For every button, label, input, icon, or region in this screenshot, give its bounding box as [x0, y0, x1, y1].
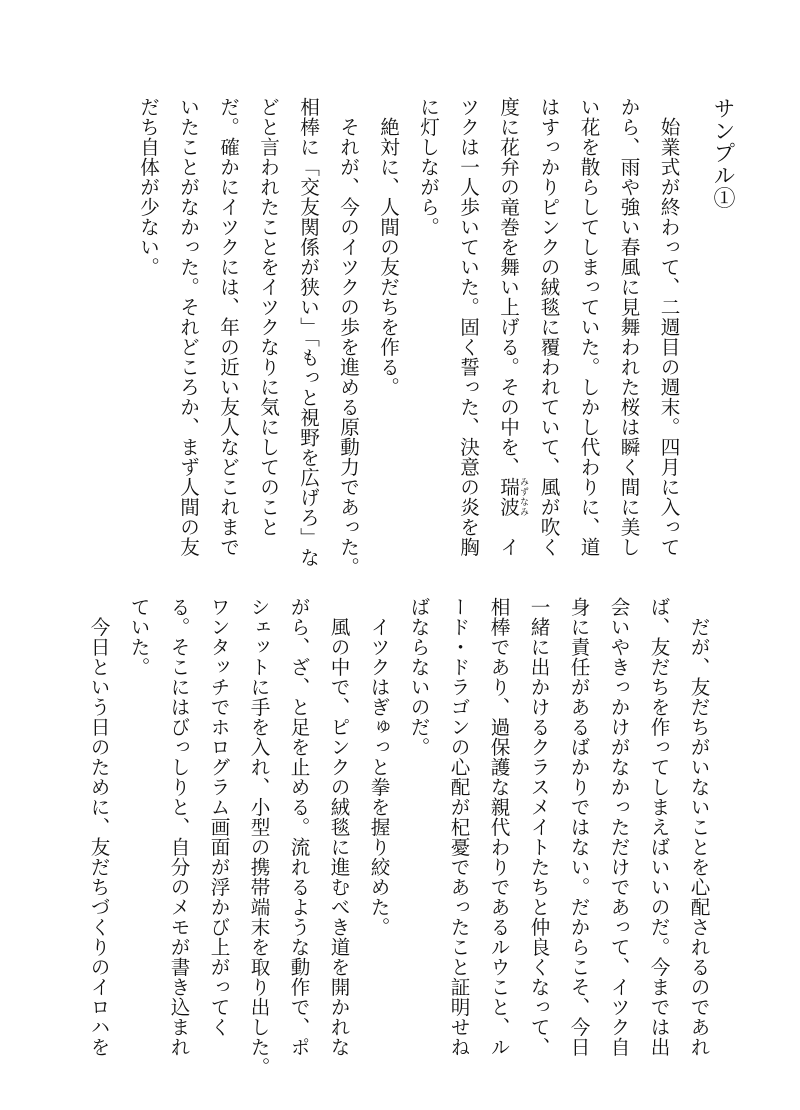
text-line: 絶対に、人間の友だちを作る。	[376, 97, 400, 397]
text-line: 相棒に「交友関係が狭い」「もっと視野を広げろ」な	[296, 97, 320, 568]
text-line: 相棒であり、過保護な親代わりであるルウこと、ル	[487, 597, 510, 1057]
text-line: だち自体が少ない。	[136, 97, 160, 277]
text-line: ば、友だちを作ってしまえばいいのだ。今までは出	[647, 597, 670, 1057]
text-line: どと言われたことをイツクなりに気にしてのこと	[256, 97, 280, 537]
text-line: い花を散らしてしまっていた。しかし代わりに、道	[577, 97, 600, 557]
text-line: 風の中で、ピンクの絨毯に進むべき道を開かれな	[327, 597, 350, 1057]
text-line: ツクは一人歩いていた。固く誓った、決意の炎を胸	[456, 97, 480, 557]
text-line: ばならないのだ。	[407, 597, 430, 757]
top-text-block	[128, 97, 743, 577]
text-line: それが、今のイツクの歩を進める原動力であった。	[336, 97, 360, 577]
text-line: 今日という日のために、友だちづくりのイロハを	[87, 597, 110, 1057]
text-line: ていた。	[127, 597, 150, 677]
text-line: ワンタッチでホログラム画面が浮かび上がってく	[207, 597, 230, 1037]
text-fragment: イ	[496, 517, 520, 557]
text-line: がら、ざ、と足を止める。流れるような動作で、ポ	[287, 597, 310, 1057]
name-ruby	[496, 477, 528, 517]
page-title: サンプル①	[710, 97, 735, 209]
text-line: 一緒に出かけるクラスメイトたちと仲良くなって、	[527, 597, 550, 1057]
ruby-reading: みずなみ	[518, 477, 528, 517]
text-line-with-ruby	[488, 97, 529, 557]
bottom-text-block	[78, 597, 718, 1077]
text-line: はすっかりピンクの絨毯に覆われていて、風が吹く	[537, 97, 560, 557]
text-line: いたことがなかった。それどころか、まず人間の友	[176, 97, 200, 557]
text-line: 始業式が終わって、二週目の週末。四月に入って	[657, 97, 680, 557]
text-line: に灯しながら。	[416, 97, 440, 237]
ruby-base: 瑞波	[496, 477, 520, 517]
text-line: だが、友だちがいないことを心配されるのであれ	[687, 597, 710, 1057]
text-line: イツクはぎゅっと拳を握り絞めた。	[367, 597, 390, 937]
text-fragment: 度に花弁の竜巻を舞い上げる。その中を、	[496, 97, 520, 477]
text-line: 会いやきっかけがなかっただけであって、イツク自	[607, 597, 630, 1057]
text-line: 身に責任があるばかりではない。だからこそ、今日	[567, 597, 590, 1057]
text-line: る。そこにはびっしりと、自分のメモが書き込まれ	[167, 597, 190, 1057]
text-line: だ。確かにイツクには、年の近い友人などこれまで	[216, 97, 240, 557]
text-line: シェットに手を入れ、小型の携帯端末を取り出した。	[247, 597, 270, 1077]
text-line: から、雨や強い春風に見舞われた桜は瞬く間に美し	[617, 97, 640, 557]
text-line: ード・ドラゴンの心配が杞憂であったこと証明せね	[447, 597, 470, 1057]
